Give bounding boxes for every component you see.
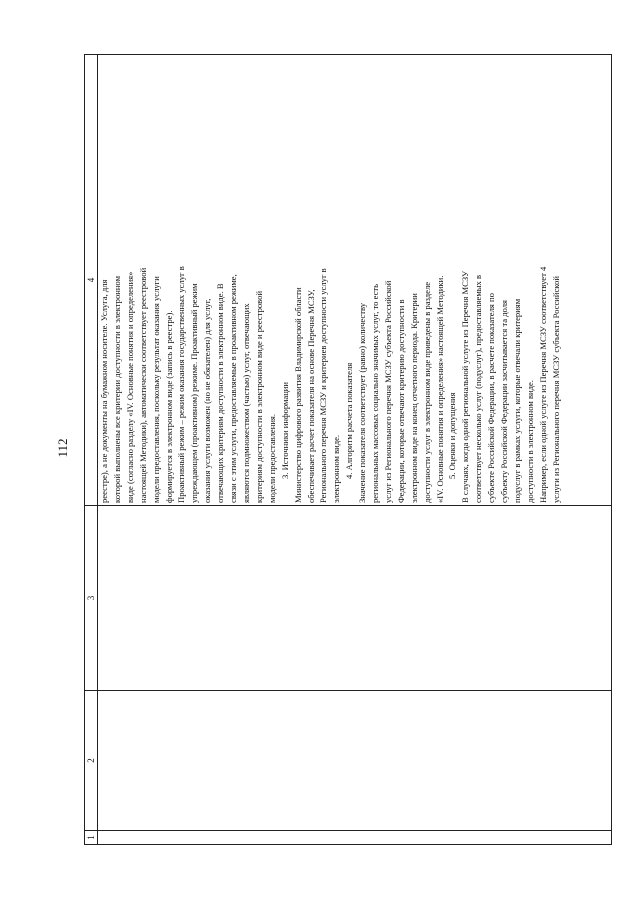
col-4-line: модели предоставления. <box>266 413 277 503</box>
col-4-line: обеспечивает расчет показателя на основе Перечня МСЗУ, <box>305 289 316 503</box>
col-4-line: модели предоставления, поскольку результат оказания услуги <box>150 276 161 503</box>
col-4-line: связи с этим услуги, предоставляемые в проактивном режиме, <box>228 274 239 503</box>
header-col-3: 3 <box>85 506 98 691</box>
col-4-line: соответствует несколько услуг (подуслуг), предоставляемых в <box>473 274 484 503</box>
col-4-line: услуги из Регионального перечня МСЗУ субъекта Российской <box>550 276 561 503</box>
col-4-line: оказания услуги возможен (но не обязателен) для услуг, <box>202 298 213 503</box>
col-4-line: услуг из Регионального перечня МСЗУ субъекта Российской <box>382 280 393 503</box>
col-4-line: 3. Источники информации <box>279 382 290 479</box>
col-4-line: доступности услуг в электронном виде приведены в разделе <box>421 281 432 503</box>
methodology-table <box>84 54 612 845</box>
cell-col-1 <box>98 831 612 845</box>
col-4-line: критериям доступности в электронном виде и реестровой <box>253 290 264 503</box>
header-col-1: 1 <box>85 831 98 845</box>
col-4-line: настоящей Методики), автоматически соответствует реестровой <box>137 267 148 503</box>
col-4-line: виде (согласно разделу «IV. Основные понятия и определения» <box>124 271 135 503</box>
col-4-line: электронном виде. <box>331 434 342 503</box>
col-4-line: Проактивный режим – режим оказания государственных услуг в <box>176 266 187 503</box>
col-4-line: упреждающем (проактивном) режиме. Проактивный режим <box>189 283 200 503</box>
col-4-line: 4. Алгоритм расчета показателя <box>344 362 355 479</box>
col-4-line: являются подмножеством (частью) услуг, отвечающих <box>240 303 251 503</box>
col-4-line: Например, если одной услуге из Перечня МСЗУ соответствует 4 <box>537 266 548 503</box>
table-body-row <box>98 55 612 845</box>
col-4-line: региональных массовых социально значимых услуг, то есть <box>370 283 381 503</box>
col-4-line: доступности в электронном виде. <box>524 380 535 503</box>
cell-col-2 <box>98 691 612 831</box>
col-4-text <box>98 57 563 503</box>
table-header-row <box>85 55 98 845</box>
col-4-line: Регионального перечня МСЗУ и критериев доступности услуг в <box>318 268 329 503</box>
col-4-line: которой выполнены все критерии доступности в электронном <box>111 275 122 503</box>
col-4-line: Значение показателя соответствует (равно) количеству <box>357 302 368 503</box>
page-number: 112 <box>55 438 70 458</box>
cell-col-4 <box>98 55 612 506</box>
col-4-line: отвечающих критериям доступности в электронном виде. В <box>215 283 226 503</box>
rotated-page-content <box>84 55 612 845</box>
col-4-line: реестре), а не документы на бумажном носителе. Услуга, для <box>99 279 109 503</box>
col-4-line: субъекте Российской Федерации, в расчете показателя по <box>486 293 497 503</box>
header-col-4: 4 <box>85 55 98 506</box>
header-col-2: 2 <box>85 691 98 831</box>
col-4-line: 5. Оценки и допущения <box>447 392 458 479</box>
col-4-line: «IV. Основные понятия и определения» настоящей Методики. <box>434 275 445 503</box>
col-4-line: формируется в электронном виде (запись в реестре). <box>163 310 174 503</box>
col-4-line: В случаях, когда одной региональной услуге из Перечня МСЗУ <box>460 270 471 503</box>
cell-col-3 <box>98 506 612 691</box>
col-4-line: электронном виде на конец отчетного периода. Критерии <box>408 293 419 503</box>
col-4-line: Федерации, которые отвечают критерию доступности в <box>395 299 406 503</box>
col-4-line: подуслуг в рамках услуги, которые отвечали критериям <box>512 298 522 503</box>
landscape-table-wrapper <box>84 55 612 845</box>
col-4-line: субъекту Российской Федерации засчитывается та доля <box>499 300 510 503</box>
col-4-line: Министерство цифрового развития Владимирской области <box>292 287 303 503</box>
